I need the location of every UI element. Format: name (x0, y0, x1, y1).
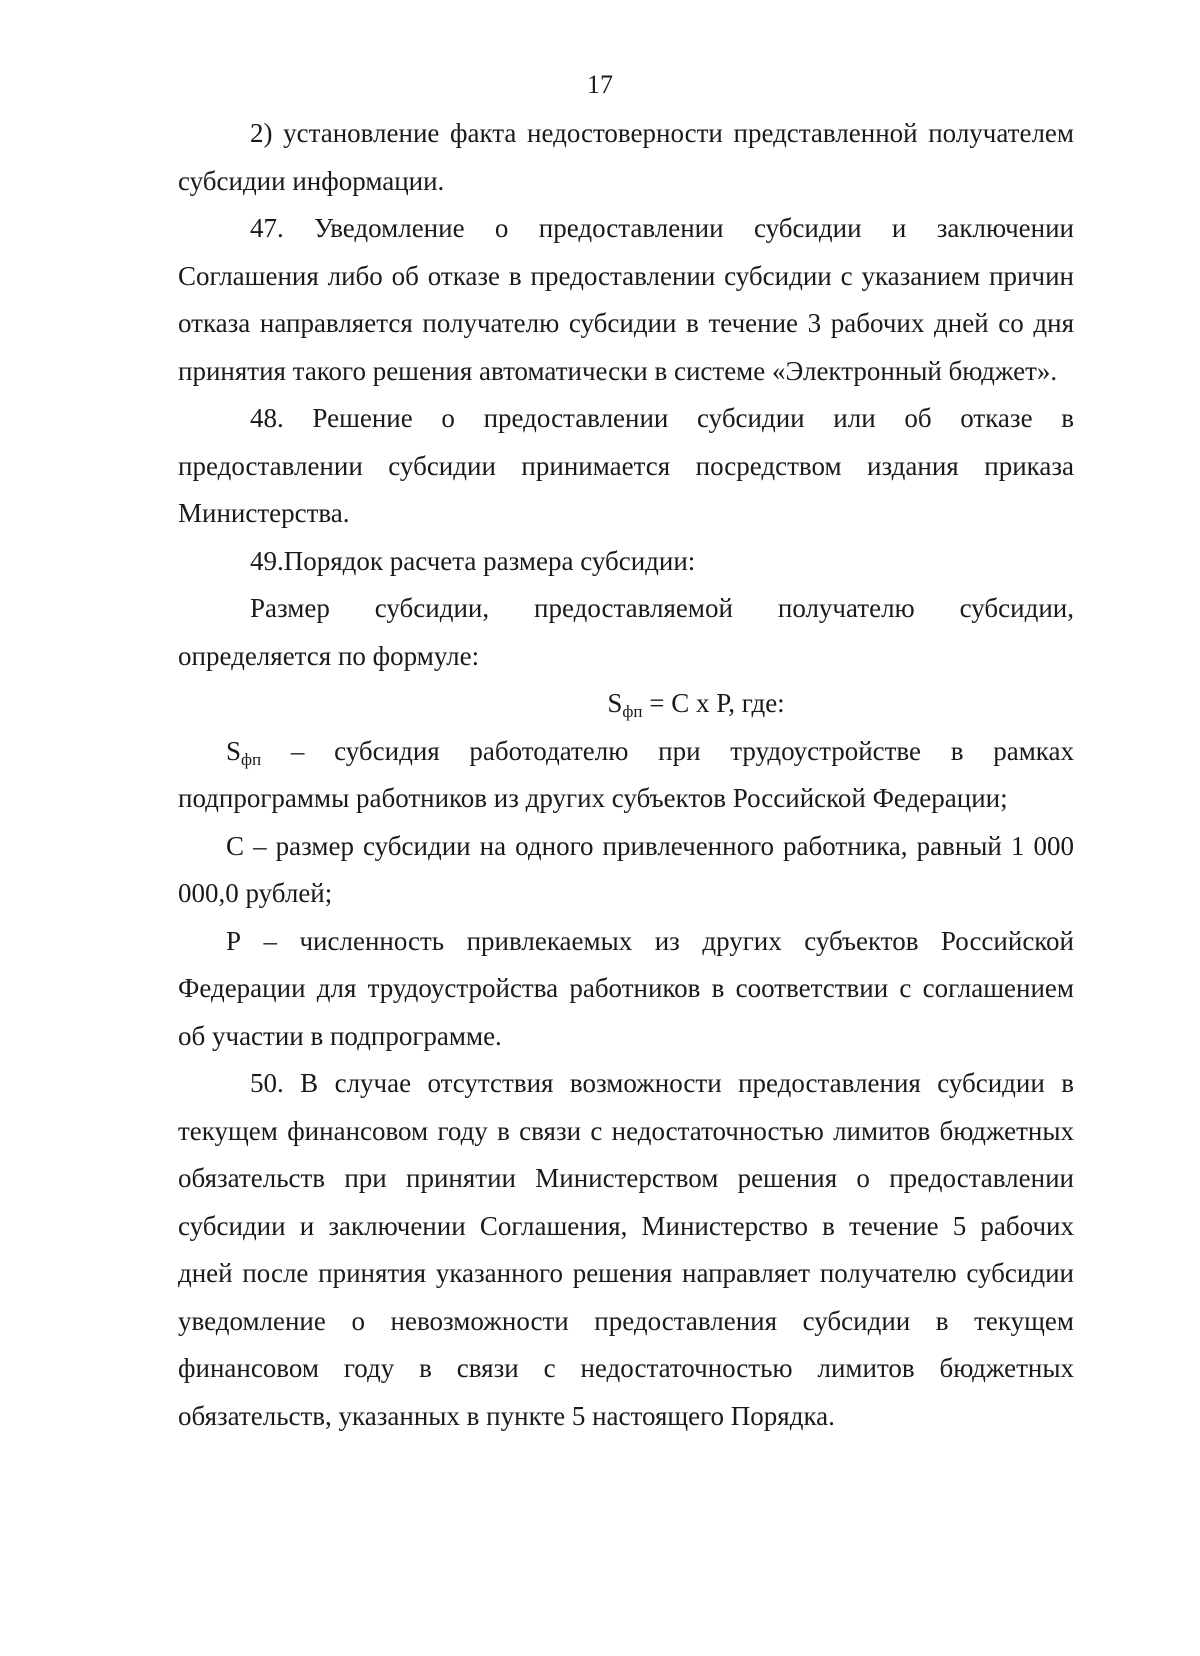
page-number: 17 (587, 70, 613, 99)
definition-s (178, 728, 1074, 823)
definition-s-symbol: S (226, 735, 242, 766)
paragraph-49: 49.Порядок расчета размера субсидии: (250, 545, 696, 576)
paragraph-47: 47. Уведомление о предоставлении субсидии и заключении Соглашения либо об отказе в предоставлении субсидии с указанием причин отказа направляется получателю субсидии в течение 3 рабочих дней со дня принятия такого решения автоматически в системе «Электронный бюджет». (178, 213, 1074, 386)
definition-c: С – размер субсидии на одного привлеченного работника, равный 1 000 000,0 рублей; (178, 830, 1074, 908)
formula-rest: = C x P, где: (642, 688, 785, 718)
paragraph-item-2: 2) установление факта недостоверности представленной получателем субсидии информации. (178, 118, 1074, 196)
paragraph-50: 50. В случае отсутствия возможности предоставления субсидии в текущем финансовом году в связи с недостаточностью лимитов бюджетных обязательств при принятии Министерством решения о предоставлении субсидии и заключении Соглашения, Министерство в течение 5 рабочих дней после принятия указанного решения направляет получателю субсидии уведомление о невозможности предоставления субсидии в текущем финансовом году в связи с недостаточностью лимитов бюджетных обязательств, указанных в пункте 5 настоящего Порядка. (178, 1068, 1074, 1431)
formula-subscript: фп (622, 702, 643, 721)
document-body (178, 110, 1074, 1440)
formula-symbol: S (607, 688, 623, 718)
definition-p: Р – численность привлекаемых из других субъектов Российской Федерации для трудоустройства работников в соответствии с соглашением об участии в подпрограмме. (178, 925, 1074, 1051)
paragraph-49-size: Размер субсидии, предоставляемой получателю субсидии, определяется по формуле: (178, 593, 1074, 671)
definition-s-text: – субсидия работодателю при трудоустройстве в рамках подпрограммы работников из других субъектов Российской Федерации; (178, 735, 1074, 813)
formula (178, 680, 1074, 728)
definition-s-subscript: фп (241, 749, 262, 769)
paragraph-48: 48. Решение о предоставлении субсидии или об отказе в предоставлении субсидии принимается посредством издания приказа Министерства. (178, 403, 1074, 528)
